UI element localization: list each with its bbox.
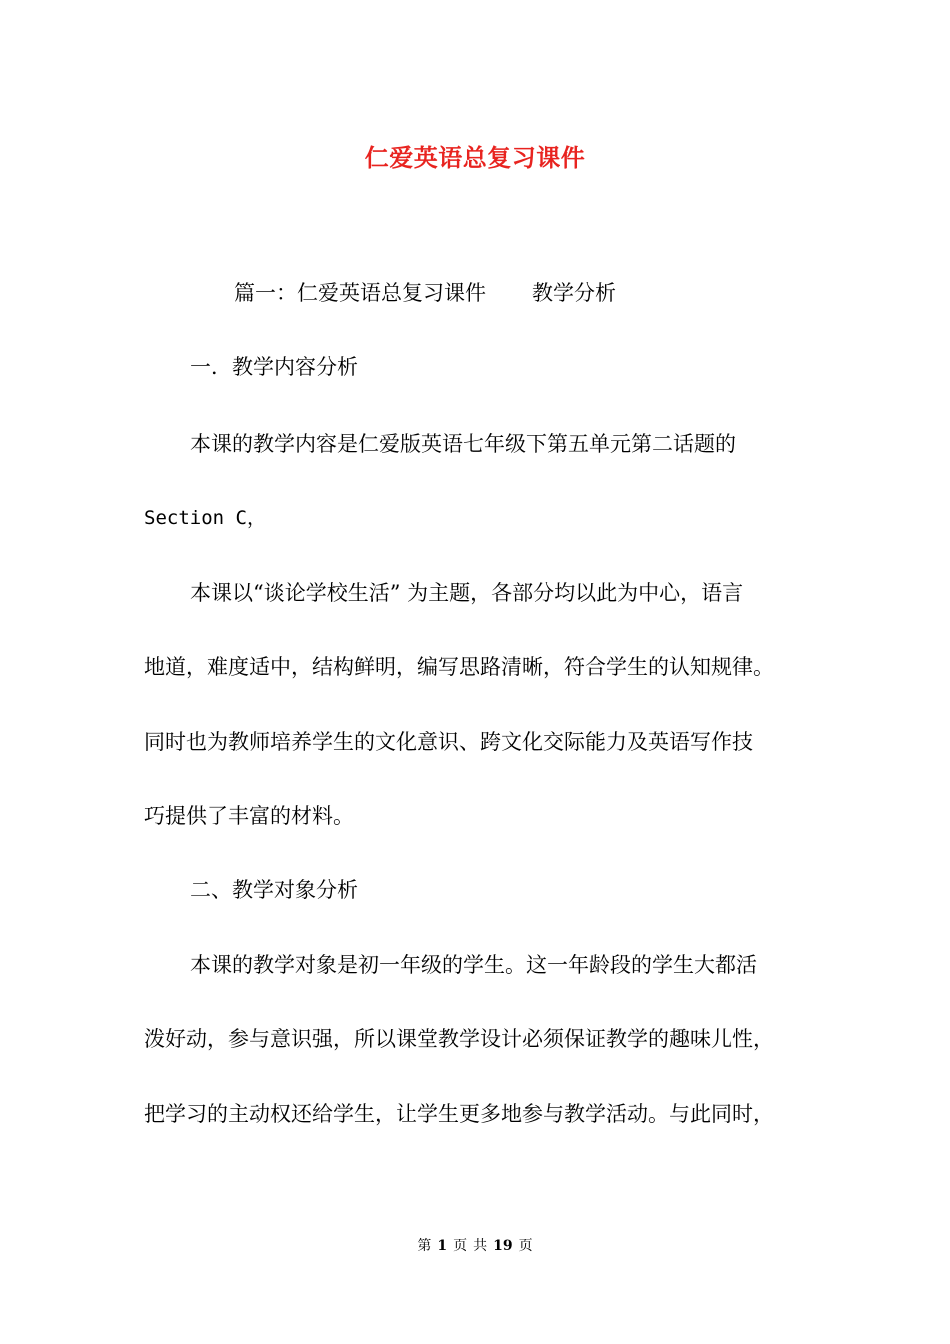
footer-ye-end: 页 bbox=[518, 1238, 533, 1254]
paragraph-line: 泼好动，参与意识强，所以课堂教学设计必须保证教学的趣味儿性， bbox=[144, 1027, 774, 1051]
footer-page-number: 1 bbox=[437, 1238, 448, 1254]
paragraph-line: 本课的教学对象是初一年级的学生。这一年龄段的学生大都活 bbox=[190, 953, 757, 977]
paragraph-line: 把学习的主动权还给学生，让学生更多地参与教学活动。与此同时， bbox=[144, 1102, 774, 1126]
paragraph-line: 同时也为教师培养学生的文化意识、跨文化交际能力及英语写作技 bbox=[144, 730, 753, 754]
section-heading-audience-analysis: 二、教学对象分析 bbox=[190, 878, 358, 902]
paragraph-line: Section C， bbox=[144, 507, 266, 529]
footer-gong: 共 bbox=[473, 1238, 488, 1254]
footer-total-pages: 19 bbox=[493, 1238, 513, 1254]
page-footer bbox=[0, 1237, 950, 1255]
document-title: 仁爱英语总复习课件 bbox=[364, 143, 586, 172]
paragraph-line: 地道，难度适中，结构鲜明，编写思路清晰，符合学生的认知规律。 bbox=[144, 655, 774, 679]
article-subtitle bbox=[234, 278, 616, 308]
section-heading-content-analysis: 一．教学内容分析 bbox=[190, 355, 358, 379]
footer-di: 第 bbox=[417, 1238, 432, 1254]
paragraph-line: 本课的教学内容是仁爱版英语七年级下第五单元第二话题的 bbox=[190, 432, 736, 456]
paragraph-line: 本课以“谈论学校生活” 为主题，各部分均以此为中心，语言 bbox=[190, 581, 744, 605]
paragraph-line: 巧提供了丰富的材料。 bbox=[144, 804, 354, 828]
subtitle-right: 教学分析 bbox=[532, 281, 616, 305]
footer-ye: 页 bbox=[453, 1238, 468, 1254]
subtitle-left: 篇一：仁爱英语总复习课件 bbox=[234, 281, 486, 305]
